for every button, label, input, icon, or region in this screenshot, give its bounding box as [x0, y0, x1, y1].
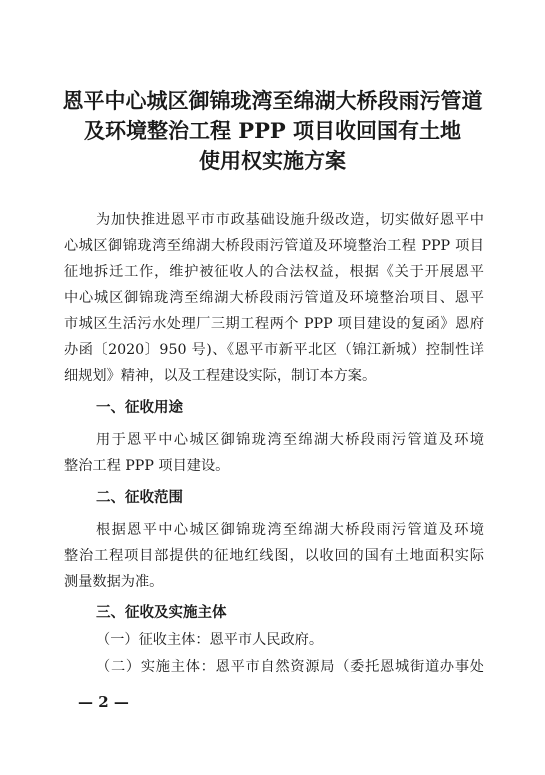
- title-line-1: 恩平中心城区御锦珑湾至绵湖大桥段雨污管道: [62, 88, 483, 113]
- intro-line-6: 办函〔2020〕950 号)、《恩平市新平北区（锦江新城）控制性详: [64, 342, 484, 358]
- intro-line-5: 市城区生活污水处理厂三期工程两个 PPP 项目建设的复函》恩府: [64, 316, 484, 332]
- title-line-2: 及环境整治工程 PPP 项目收回国有土地: [84, 118, 461, 143]
- section-1-line-2: 整治工程 PPP 项目建设。: [64, 458, 230, 474]
- section-3-heading: 三、征收及实施主体: [96, 604, 227, 621]
- section-2-line-2: 整治工程项目部提供的征地红线图，以收回的国有土地面积实际: [64, 548, 484, 564]
- section-1-line-1: 用于恩平中心城区御锦珑湾至绵湖大桥段雨污管道及环境: [96, 432, 484, 448]
- intro-line-7: 细规划》精神，以及工程建设实际，制订本方案。: [64, 368, 377, 384]
- title-line-3: 使用权实施方案: [199, 148, 346, 173]
- section-2-heading: 二、征收范围: [96, 489, 183, 506]
- intro-line-1: 为加快推进恩平市市政基础设施升级改造，切实做好恩平中: [96, 212, 484, 228]
- section-2-line-1: 根据恩平中心城区御锦珑湾至绵湖大桥段雨污管道及环境: [96, 522, 484, 538]
- intro-line-2: 心城区御锦珑湾至绵湖大桥段雨污管道及环境整治工程 PPP 项目: [64, 238, 484, 254]
- document-title: [0, 86, 545, 176]
- section-3-line-2: （二）实施主体：恩平市自然资源局（委托恩城街道办事处: [96, 659, 484, 675]
- intro-line-4: 中心城区御锦珑湾至绵湖大桥段雨污管道及环境整治项目、恩平: [64, 290, 484, 306]
- section-3-line-1: （一）征收主体：恩平市人民政府。: [96, 632, 324, 648]
- intro-line-3: 征地拆迁工作，维护被征收人的合法权益，根据《关于开展恩平: [64, 264, 484, 280]
- page-number: — 2 —: [78, 693, 129, 711]
- section-2-line-3: 测量数据为准。: [64, 574, 164, 590]
- section-1-heading: 一、征收用途: [96, 399, 183, 416]
